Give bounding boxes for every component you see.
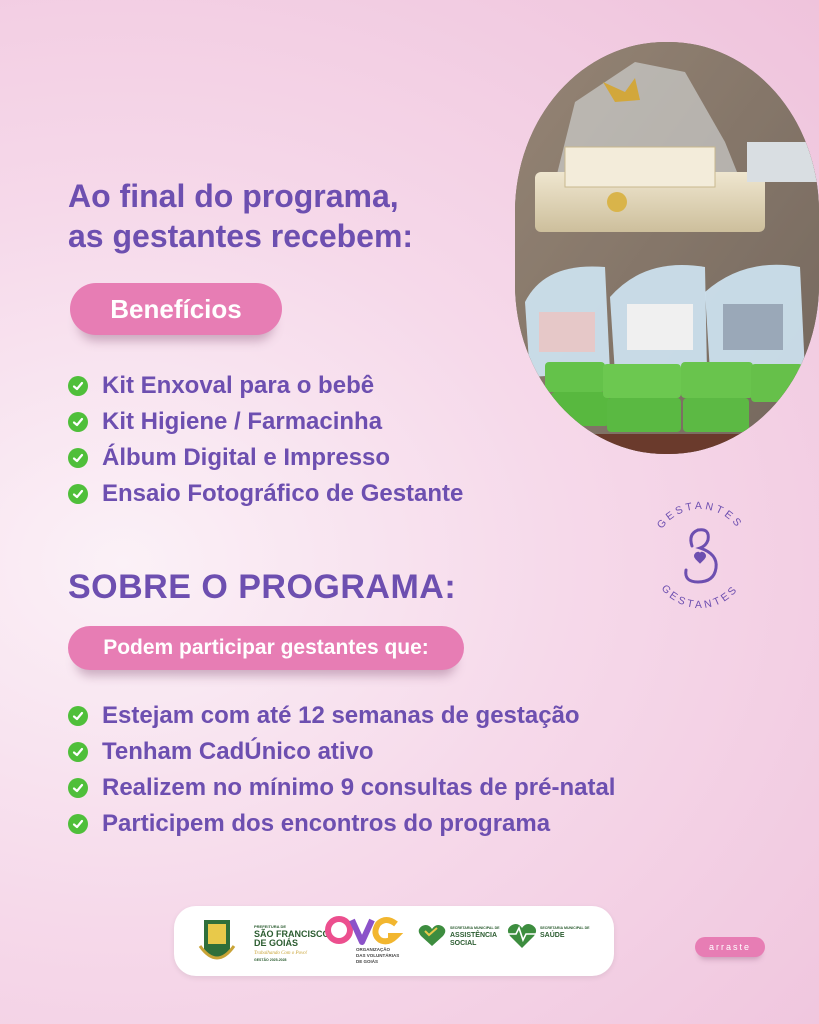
requirement-text: Tenham CadÚnico ativo — [102, 738, 374, 765]
check-icon — [68, 412, 88, 432]
prefeitura-slogan: Trabalhando Com o Povo! — [254, 951, 308, 956]
requirement-text: Realizem no mínimo 9 consultas de pré-natal — [102, 774, 616, 801]
check-icon — [68, 484, 88, 504]
gestantes-badge — [640, 500, 760, 610]
badge-bottom-text: GESTANTES — [658, 582, 742, 610]
prefeitura-crest-icon — [200, 920, 234, 958]
ovg-line-2: DAS VOLUNTÁRIAS — [356, 953, 400, 958]
list-item — [68, 734, 615, 770]
badge-top-text: GESTANTES — [654, 500, 746, 532]
benefit-text: Kit Enxoval para o bebê — [102, 372, 375, 399]
requirement-text: Participem dos encontros do programa — [102, 810, 551, 837]
check-icon — [68, 778, 88, 798]
list-item — [68, 770, 615, 806]
check-icon — [68, 814, 88, 834]
prefeitura-line-3: DE GOIÁS — [254, 938, 299, 948]
benefit-text: Kit Higiene / Farmacinha — [102, 408, 383, 435]
benefits-list — [68, 368, 463, 512]
assistencia-line-1: SECRETARIA MUNICIPAL DE — [450, 926, 500, 930]
pregnant-heart-icon — [686, 530, 716, 582]
list-item — [68, 440, 463, 476]
saude-heart-icon — [508, 924, 536, 948]
saude-line-2: SAÚDE — [540, 932, 565, 939]
kits-photo — [515, 42, 819, 454]
prefeitura-term: GESTÃO 2025-2028 — [254, 958, 287, 962]
ovg-logo-icon — [328, 919, 396, 942]
assistencia-line-3: SOCIAL — [450, 940, 477, 947]
eligibility-pill: Podem participar gestantes que: — [68, 626, 464, 670]
check-icon — [68, 706, 88, 726]
assistencia-heart-icon — [419, 925, 446, 946]
ovg-line-1: ORGANIZAÇÃO — [356, 947, 390, 952]
check-icon — [68, 376, 88, 396]
saude-line-1: SECRETARIA MUNICIPAL DE — [540, 926, 590, 930]
check-icon — [68, 448, 88, 468]
requirement-text: Estejam com até 12 semanas de gestação — [102, 702, 580, 729]
list-item — [68, 698, 615, 734]
swipe-hint-button[interactable]: arraste — [695, 937, 765, 957]
ovg-line-3: DE GOIÁS — [356, 959, 379, 964]
list-item — [68, 476, 463, 512]
benefit-text: Álbum Digital e Impresso — [102, 444, 391, 471]
section-title: SOBRE O PROGRAMA: — [68, 568, 457, 606]
kits-photo-illustration — [515, 42, 819, 454]
benefit-text: Ensaio Fotográfico de Gestante — [102, 480, 464, 507]
requirements-list — [68, 698, 615, 842]
headline-line-1: Ao final do programa, — [68, 178, 399, 214]
sponsor-logos — [174, 906, 614, 976]
list-item — [68, 368, 463, 404]
prefeitura-line-2: SÃO FRANCISCO — [254, 929, 330, 939]
benefits-pill: Benefícios — [70, 283, 282, 335]
list-item — [68, 806, 615, 842]
assistencia-line-2: ASSISTÊNCIA — [450, 932, 498, 939]
list-item — [68, 404, 463, 440]
headline — [68, 176, 413, 256]
check-icon — [68, 742, 88, 762]
headline-line-2: as gestantes recebem: — [68, 218, 414, 254]
prefeitura-line-1: PREFEITURA DE — [254, 924, 287, 929]
